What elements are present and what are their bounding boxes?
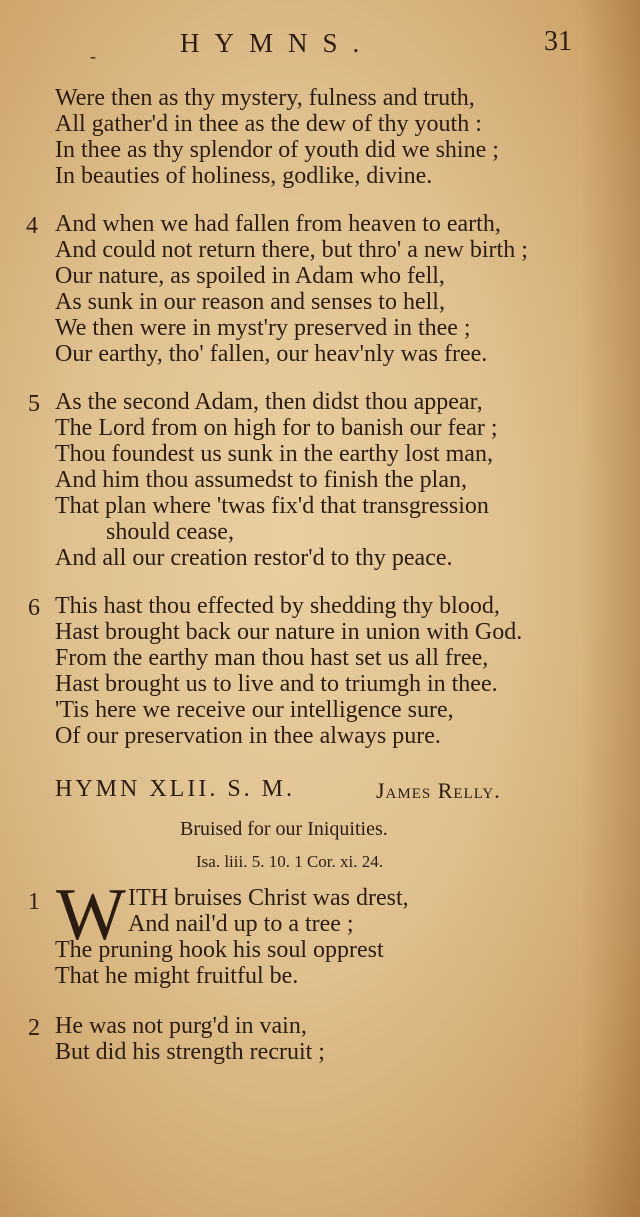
- running-head: [0, 22, 640, 66]
- scripture-reference: Isa. liii. 5. 10. 1 Cor. xi. 24.: [196, 852, 383, 871]
- verse-line: As sunk in our reason and senses to hell,: [55, 289, 445, 315]
- verse-line: And could not return there, but thro' a new birth ;: [55, 237, 528, 263]
- verse-line: As the second Adam, then didst thou appear,: [55, 389, 483, 415]
- verse-line: And him thou assumedst to finish the plan,: [55, 467, 467, 493]
- verse-line-indent: should cease,: [106, 519, 234, 545]
- verse-line: We then were in myst'ry preserved in thee ;: [55, 315, 471, 341]
- stanza-number: 1: [28, 889, 40, 915]
- verse-line: And when we had fallen from heaven to earth,: [55, 211, 501, 237]
- header-dash: -: [90, 46, 96, 66]
- verse-line: Hast brought us to live and to triumgh in thee.: [55, 671, 498, 697]
- verse-line: This hast thou effected by shedding thy blood,: [55, 593, 500, 619]
- verse-line: The pruning hook his soul opprest: [55, 937, 384, 963]
- stanza-number: 6: [28, 595, 40, 621]
- verse-line: ITH bruises Christ was drest,: [128, 885, 409, 911]
- verse-line: Were then as thy mystery, fulness and truth,: [55, 85, 475, 111]
- verse-line: And nail'd up to a tree ;: [128, 911, 354, 937]
- page-number: 31: [544, 26, 572, 57]
- verse-line: That he might fruitful be.: [55, 963, 299, 989]
- verse-line: From the earthy man thou hast set us all free,: [55, 645, 489, 671]
- stanza-number: 2: [28, 1015, 40, 1041]
- verse-line: Of our preservation in thee always pure.: [55, 723, 441, 749]
- verse-line: And all our creation restor'd to thy peace.: [55, 545, 453, 571]
- hymn-subtitle: Bruised for our Iniquities.: [180, 818, 388, 840]
- page-edge-shade: [580, 0, 640, 1217]
- verse-line: That plan where 'twas fix'd that transgression: [55, 493, 489, 519]
- verse-line: 'Tis here we receive our intelligence sure,: [55, 697, 454, 723]
- verse-line: In beauties of holiness, godlike, divine.: [55, 163, 433, 189]
- verse-line: Thou foundest us sunk in the earthy lost man,: [55, 441, 493, 467]
- verse-line: In thee as thy splendor of youth did we shine ;: [55, 137, 499, 163]
- verse-line: Our nature, as spoiled in Adam who fell,: [55, 263, 445, 289]
- verse-line: All gather'd in thee as the dew of thy youth :: [55, 111, 482, 137]
- stanza-number: 4: [26, 213, 38, 239]
- hymn-author: James Relly.: [376, 778, 501, 803]
- verse-line: The Lord from on high for to banish our fear ;: [55, 415, 498, 441]
- verse-line: Hast brought back our nature in union with God.: [55, 619, 523, 645]
- verse-line: He was not purg'd in vain,: [55, 1013, 307, 1039]
- stanza-number: 5: [28, 391, 40, 417]
- verse-line: But did his strength recruit ;: [55, 1039, 325, 1065]
- hymn-title: HYMN XLII. S. M.: [55, 776, 295, 802]
- verse-line: Our earthy, tho' fallen, our heav'nly was free.: [55, 341, 488, 367]
- page-title: HYMNS.: [180, 28, 375, 58]
- drop-cap: W: [56, 874, 126, 956]
